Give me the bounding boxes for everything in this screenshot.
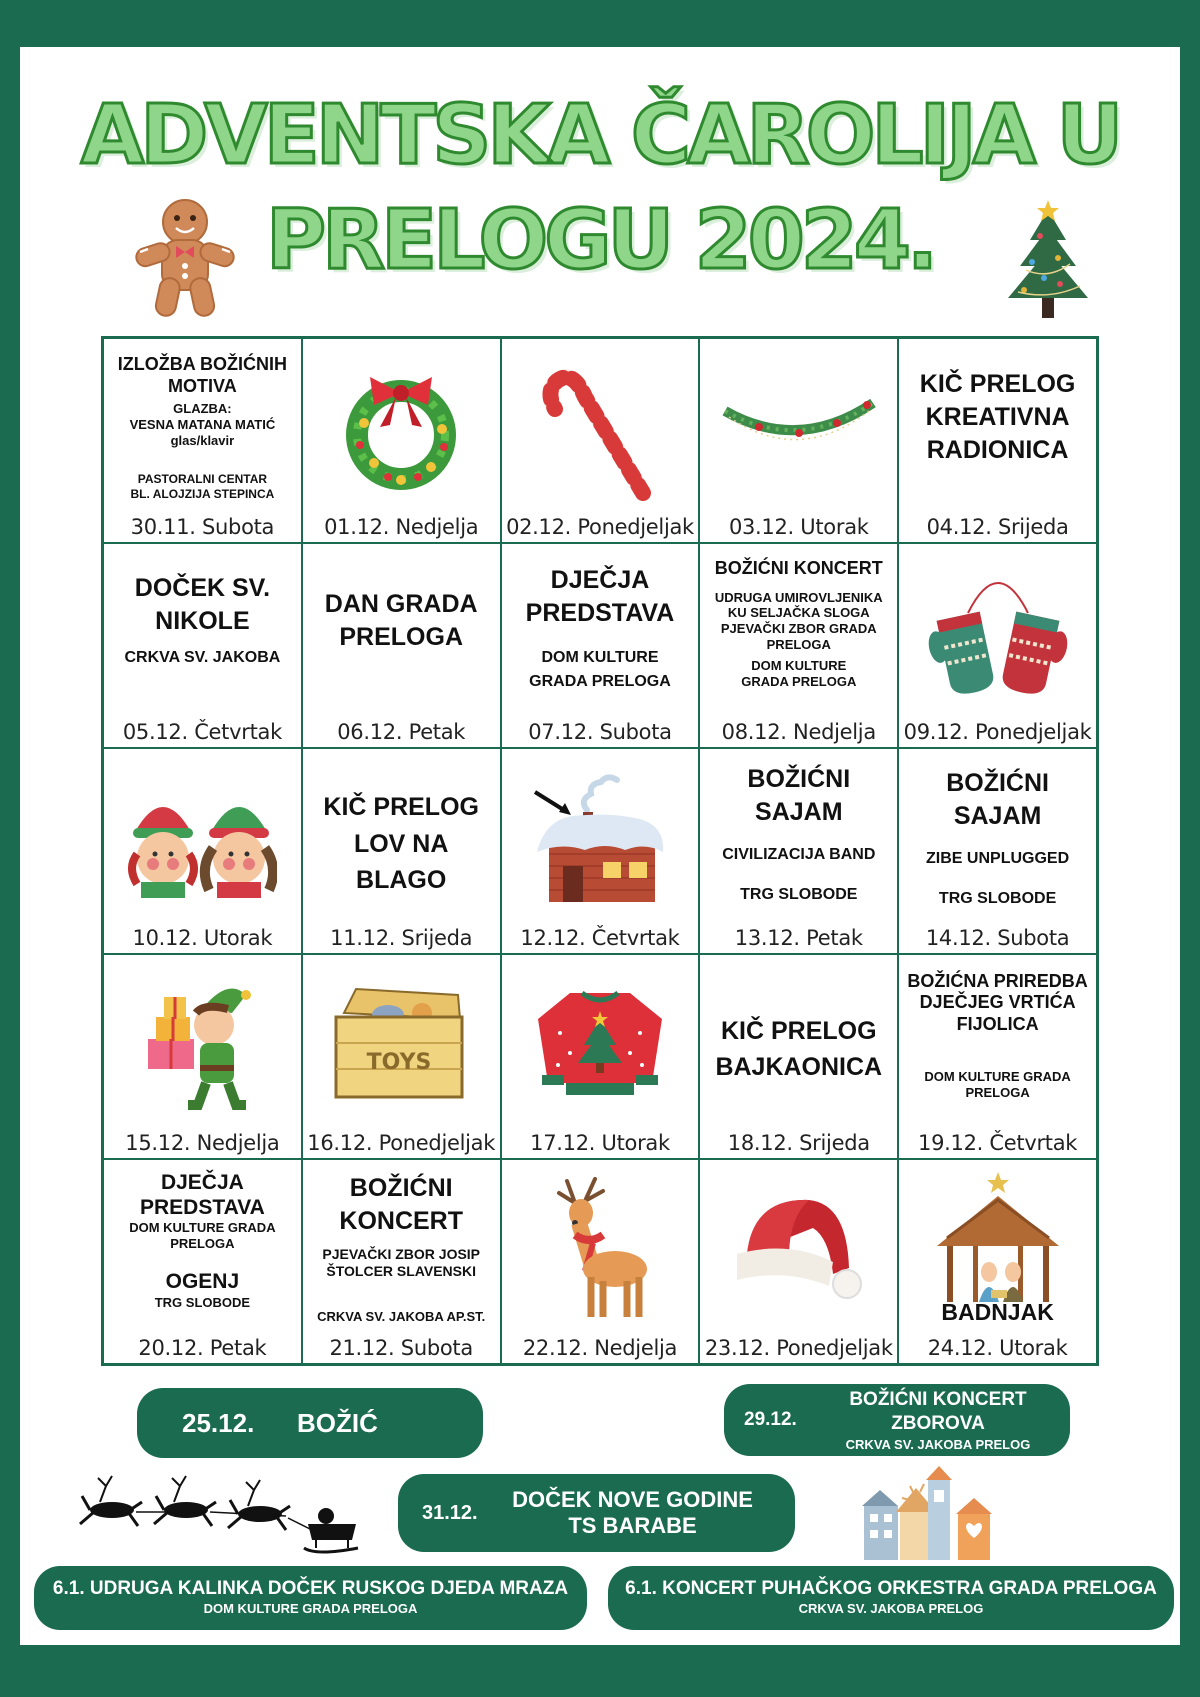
calendar-date: 24.12. Utorak [927, 1335, 1068, 1360]
event-title: SAJAM [755, 798, 843, 827]
calendar-date: 12.12. Četvrtak [520, 925, 680, 950]
garland-icon [719, 383, 879, 473]
calendar-date: 05.12. Četvrtak [122, 720, 282, 745]
event-location: TRG SLOBODE [154, 1294, 251, 1310]
event-6-1-orchestra-pill [608, 1566, 1174, 1630]
event-location: PRELOGA [965, 1084, 1030, 1100]
calendar-cell-01-12 [302, 338, 501, 543]
event-location: DOM KULTURE GRADA [924, 1069, 1071, 1085]
gingerbread-man-icon [132, 196, 238, 318]
reindeer-sleigh-icon [76, 1472, 366, 1558]
event-detail: UDRUGA UMIROVLJENIKA [714, 589, 883, 605]
calendar-date: 10.12. Utorak [132, 925, 273, 950]
event-title: DJEČJEG VRTIĆA [919, 992, 1076, 1013]
calendar-date: 09.12. Ponedjeljak [903, 720, 1092, 745]
event-title: BOŽIĆNI [747, 765, 851, 794]
event-name: BOŽIĆNI KONCERT [849, 1389, 1027, 1410]
santa-hat-icon [729, 1188, 869, 1308]
event-detail: ZIBE UNPLUGGED [926, 850, 1070, 868]
toys-box-icon [326, 983, 476, 1103]
event-name: DOČEK NOVE GODINE [512, 1487, 753, 1512]
wreath-icon [336, 363, 466, 493]
calendar-cell-13-12 [699, 748, 898, 953]
event-location: GRADA PRELOGA [741, 673, 857, 689]
toys-label: TOYS [366, 1050, 432, 1076]
event-location: DOM KULTURE [541, 649, 659, 667]
calendar-date: 18.12. Srijeda [727, 1130, 870, 1155]
event-title: IZLOŽBA BOŽIĆNIH MOTIVA [117, 354, 288, 396]
calendar-date: 30.11. Subota [130, 515, 275, 540]
event-location: TRG SLOBODE [938, 890, 1057, 908]
event-detail: PJEVAČKI ZBOR GRADA [720, 620, 877, 636]
event-title: LOV NA [353, 829, 449, 858]
event-name: 6.1. UDRUGA KALINKA DOČEK RUSKOG DJEDA MRAZA [52, 1578, 569, 1600]
calendar-cell-09-12 [898, 543, 1097, 748]
advent-calendar-grid [101, 336, 1099, 1366]
calendar-date: 03.12. Utorak [728, 515, 869, 540]
event-title: DJEČJA [550, 566, 650, 595]
event-title: BAJKAONICA [715, 1052, 883, 1081]
calendar-date: 08.12. Nedjelja [721, 720, 876, 745]
event-title: KONCERT [339, 1206, 463, 1235]
event-title: DJEČJA [160, 1170, 244, 1194]
calendar-cell-22-12 [501, 1159, 700, 1364]
calendar-date: 14.12. Subota [925, 925, 1070, 950]
event-location: PASTORALNI CENTAR [137, 472, 268, 487]
calendar-cell-18-12 [699, 954, 898, 1159]
nativity-icon [933, 1172, 1063, 1302]
event-title: KIČ PRELOG [721, 1016, 877, 1045]
calendar-date: 02.12. Ponedjeljak [506, 515, 694, 540]
calendar-cell-02-12 [501, 338, 700, 543]
event-name: TS BARABE [568, 1513, 697, 1539]
calendar-date: 20.12. Petak [138, 1335, 267, 1360]
event-title: FIJOLICA [956, 1013, 1039, 1034]
event-date: 29.12. [744, 1409, 797, 1430]
calendar-cell-20-12 [103, 1159, 302, 1364]
sweater-icon [530, 983, 670, 1103]
event-location: TRG SLOBODE [740, 886, 858, 904]
calendar-date: 21.12. Subota [329, 1335, 473, 1360]
christmas-tree-icon [1000, 200, 1096, 322]
event-location: CRKVA SV. JAKOBA [124, 649, 281, 667]
mittens-icon [928, 563, 1068, 703]
village-houses-icon [860, 1466, 1000, 1562]
event-title: BOŽIĆNI [349, 1173, 453, 1202]
event-location: PRELOGA [170, 1235, 235, 1251]
calendar-date: 13.12. Petak [734, 925, 863, 950]
event-location: CRKVA SV. JAKOBA PRELOG [845, 1436, 1031, 1452]
calendar-cell-04-12 [898, 338, 1097, 543]
event-location: DOM KULTURE GRADA [129, 1220, 276, 1236]
calendar-cell-16-12 [302, 954, 501, 1159]
calendar-date: 19.12. Četvrtak [918, 1130, 1078, 1155]
calendar-date: 04.12. Srijeda [926, 515, 1069, 540]
event-name: ZBOROVA [891, 1412, 985, 1434]
calendar-cell-21-12 [302, 1159, 501, 1364]
event-title: KREATIVNA [925, 403, 1070, 432]
calendar-cell-03-12 [699, 338, 898, 543]
calendar-date: 06.12. Petak [337, 720, 466, 745]
calendar-cell-15-12 [103, 954, 302, 1159]
event-title: BOŽIĆNI KONCERT [714, 558, 883, 579]
event-title: BLAGO [356, 865, 447, 894]
event-25-12-pill [137, 1388, 483, 1458]
event-29-12-pill [724, 1384, 1070, 1456]
calendar-cell-12-12 [501, 748, 700, 953]
event-title: DOČEK SV. [134, 574, 271, 603]
calendar-cell-24-12 [898, 1159, 1097, 1364]
calendar-cell-19-12 [898, 954, 1097, 1159]
event-date: 25.12. [182, 1407, 255, 1438]
event-detail: ŠTOLCER SLAVENSKI [326, 1263, 476, 1280]
event-location: BL. ALOJZIJA STEPINCA [130, 486, 275, 501]
calendar-date: 16.12. Ponedjeljak [307, 1130, 496, 1155]
calendar-date: 22.12. Nedjelja [522, 1335, 678, 1360]
event-title: OGENJ [165, 1270, 240, 1294]
calendar-cell-10-12 [103, 748, 302, 953]
event-title: RADIONICA [926, 436, 1069, 465]
calendar-cell-06-12 [302, 543, 501, 748]
event-title: BADNJAK [941, 1298, 1054, 1325]
calendar-date: 11.12. Srijeda [330, 925, 473, 950]
event-title: BOŽIĆNA PRIREDBA [907, 970, 1088, 991]
cottage-icon [525, 768, 675, 908]
calendar-cell-30-11 [103, 338, 302, 543]
event-location: CRKVA SV. JAKOBA AP.ST. [317, 1308, 486, 1324]
event-6-1-kalinka-pill [34, 1566, 587, 1630]
event-detail: GLAZBA: [173, 401, 232, 417]
event-detail: PJEVAČKI ZBOR JOSIP [322, 1245, 481, 1262]
calendar-date: 23.12. Ponedjeljak [704, 1335, 893, 1360]
event-name: BOŽIĆ [297, 1407, 378, 1438]
reindeer-icon [545, 1173, 655, 1323]
event-name: 6.1. KONCERT PUHAČKOG ORKESTRA GRADA PRELOGA [625, 1578, 1157, 1600]
calendar-cell-17-12 [501, 954, 700, 1159]
calendar-cell-11-12 [302, 748, 501, 953]
event-location: DOM KULTURE GRADA PRELOGA [203, 1600, 418, 1616]
calendar-cell-07-12 [501, 543, 700, 748]
event-detail: VESNA MATANA MATIĆ [129, 417, 276, 432]
event-detail: CIVILIZACIJA BAND [722, 846, 876, 864]
calendar-date: 01.12. Nedjelja [324, 515, 479, 540]
event-location: CRKVA SV. JAKOBA PRELOG [798, 1600, 984, 1616]
calendar-cell-23-12 [699, 1159, 898, 1364]
event-detail: PRELOGA [766, 636, 831, 652]
event-title: NIKOLE [155, 607, 250, 636]
event-title: KIČ PRELOG [323, 793, 479, 822]
elves-icon [127, 778, 277, 898]
event-date: 31.12. [422, 1501, 478, 1524]
event-detail: glas/klavir [170, 432, 235, 448]
event-title: PREDSTAVA [139, 1195, 265, 1219]
event-title: PRELOGA [339, 623, 463, 652]
event-title: SAJAM [953, 802, 1042, 831]
calendar-date: 07.12. Subota [528, 720, 672, 745]
calendar-cell-08-12 [699, 543, 898, 748]
event-detail: KU SELJAČKA SLOGA [727, 605, 870, 621]
event-title: KIČ PRELOG [919, 370, 1076, 399]
event-title: DAN GRADA [324, 590, 478, 619]
event-location: DOM KULTURE [751, 658, 847, 674]
event-title: PREDSTAVA [525, 599, 675, 628]
event-31-12-pill [398, 1474, 795, 1552]
poster-title-line-1: ADVENTSKA ČAROLIJA U [80, 88, 1120, 183]
calendar-cell-14-12 [898, 748, 1097, 953]
elf-gifts-icon [142, 973, 262, 1113]
event-location: GRADA PRELOGA [529, 673, 671, 691]
calendar-cell-05-12 [103, 543, 302, 748]
candy-cane-icon [535, 353, 665, 503]
calendar-date: 17.12. Utorak [530, 1130, 670, 1155]
calendar-date: 15.12. Nedjelja [125, 1130, 280, 1155]
event-title: BOŽIĆNI [946, 769, 1049, 798]
poster-title-line-2: PRELOGU 2024. [265, 193, 935, 288]
